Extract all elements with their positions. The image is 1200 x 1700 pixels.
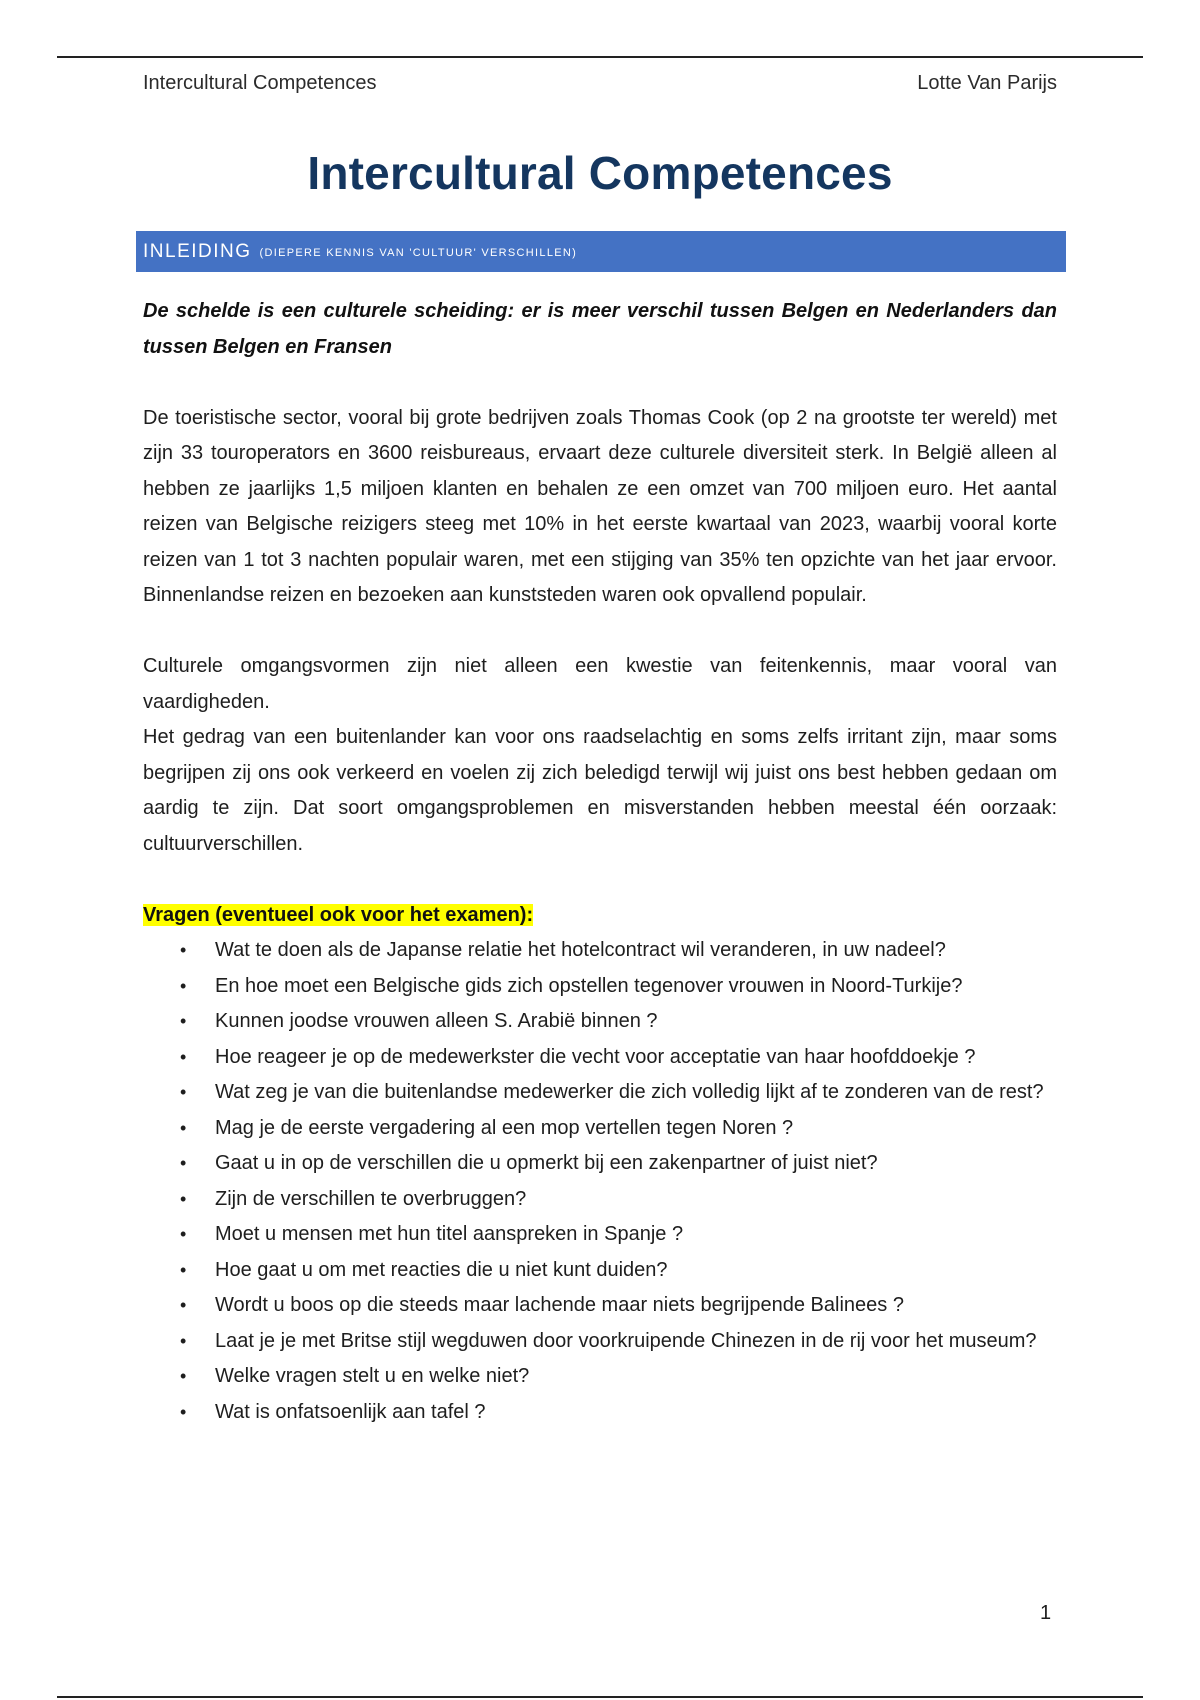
bullet-icon: • — [180, 1082, 187, 1102]
list-item — [143, 1004, 1057, 1040]
list-item — [143, 1182, 1057, 1218]
running-header — [143, 72, 1057, 95]
bullet-icon: • — [180, 940, 187, 960]
bullet-icon: • — [180, 1117, 187, 1138]
question-text: Gaat u in op de verschillen die u opmerkt bij een zakenpartner of juist niet? — [215, 1152, 878, 1174]
header-author: Lotte Van Parijs — [917, 72, 1057, 94]
question-text: Zijn de verschillen te overbruggen? — [215, 1187, 527, 1210]
bullet-icon: • — [180, 1401, 187, 1422]
list-item — [143, 933, 1057, 969]
paragraph-behaviour: Het gedrag van een buitenlander kan voor ons raadselachtig en soms zelfs irritant zijn, maar soms begrijpen zij ons ook verkeerd en voelen zij zich beledigd terwijl wij juist ons best hebben gedaan om aardig te zijn. Dat soort omgangsproblemen en misverstanden hebben meestal één oorzaak: cultuurverschillen. — [143, 726, 1057, 855]
key-statement: De schelde is een culturele scheiding: er is meer verschil tussen Belgen en Nederlanders dan tussen Belgen en Fransen — [143, 300, 1057, 358]
document-title: Intercultural Competences — [307, 147, 893, 199]
list-item — [143, 1040, 1057, 1076]
page-number: 1 — [1040, 1602, 1052, 1624]
section-heading-bar — [136, 231, 1066, 272]
questions-heading-text: Vragen (eventueel ook voor het examen): — [143, 903, 534, 926]
section-subheading: (DIEPERE KENNIS VAN 'CULTUUR' VERSCHILLEN) — [259, 247, 578, 259]
bullet-icon: • — [180, 1224, 187, 1244]
list-item — [143, 1359, 1057, 1395]
questions-heading — [143, 898, 1057, 934]
question-text: Welke vragen stelt u en welke niet? — [215, 1365, 530, 1387]
list-item — [143, 969, 1057, 1005]
question-text: Moet u mensen met hun titel aanspreken in Spanje ? — [215, 1223, 684, 1245]
spacer — [143, 365, 1057, 401]
bullet-icon: • — [180, 1259, 187, 1280]
bottom-rule — [57, 1696, 1143, 1698]
question-text: Kunnen joodse vrouwen alleen S. Arabië binnen ? — [215, 1010, 658, 1032]
questions-list — [143, 933, 1057, 1430]
top-rule — [57, 56, 1143, 58]
bullet-icon: • — [180, 975, 187, 996]
list-item — [143, 1288, 1057, 1324]
bullet-icon: • — [180, 1330, 187, 1351]
list-item — [143, 1217, 1057, 1253]
question-text: Wat is onfatsoenlijk aan tafel ? — [215, 1400, 486, 1423]
spacer — [143, 862, 1057, 898]
bullet-icon: • — [180, 1366, 187, 1386]
question-text: Hoe gaat u om met reacties die u niet kunt duiden? — [215, 1258, 668, 1281]
body-content — [143, 294, 1057, 1430]
list-item — [143, 1146, 1057, 1182]
section-heading: INLEIDING — [143, 240, 252, 262]
spacer — [143, 614, 1057, 650]
list-item — [143, 1075, 1057, 1111]
question-text: Wat zeg je van die buitenlandse medewerker die zich volledig lijkt af te zonderen van de rest? — [215, 1081, 1044, 1103]
question-text: Wat te doen als de Japanse relatie het hotelcontract wil veranderen, in uw nadeel? — [215, 939, 946, 961]
bullet-icon: • — [180, 1188, 187, 1209]
list-item — [143, 1253, 1057, 1289]
question-text: Mag je de eerste vergadering al een mop vertellen tegen Noren ? — [215, 1116, 794, 1139]
question-text: Hoe reageer je op de medewerkster die vecht voor acceptatie van haar hoofddoekje ? — [215, 1045, 976, 1068]
paragraph-tourism: De toeristische sector, vooral bij grote bedrijven zoals Thomas Cook (op 2 na grootste ter wereld) met zijn 33 touroperators en 3600 reisbureaus, ervaart deze culturele diversiteit sterk. In België alleen al hebben ze jaarlijks 1,5 miljoen klanten en behalen ze een omzet van 700 miljoen euro. Het aantal reizen van Belgische reizigers steeg met 10% in het eerste kwartaal van 2023, waarbij vooral korte reizen van 1 tot 3 nachten populair waren, met een stijging van 35% ten opzichte van het jaar ervoor. Binnenlandse reizen en bezoeken aan kunststeden waren ook opvallend populair. — [143, 406, 1057, 606]
bullet-icon: • — [180, 1295, 187, 1315]
list-item — [143, 1111, 1057, 1147]
paragraph-skills: Culturele omgangsvormen zijn niet alleen een kwestie van feitenkennis, maar vooral van vaardigheden. — [143, 655, 1057, 713]
header-left: Intercultural Competences — [143, 72, 377, 94]
bullet-icon: • — [180, 1046, 187, 1067]
bullet-icon: • — [180, 1153, 187, 1173]
bullet-icon: • — [180, 1011, 187, 1031]
question-text: Wordt u boos op die steeds maar lachende maar niets begrijpende Balinees ? — [215, 1294, 904, 1316]
list-item — [143, 1324, 1057, 1360]
question-text: Laat je je met Britse stijl wegduwen door voorkruipende Chinezen in de rij voor het museum? — [215, 1329, 1037, 1352]
list-item — [143, 1395, 1057, 1431]
question-text: En hoe moet een Belgische gids zich opstellen tegenover vrouwen in Noord-Turkije? — [215, 974, 963, 997]
